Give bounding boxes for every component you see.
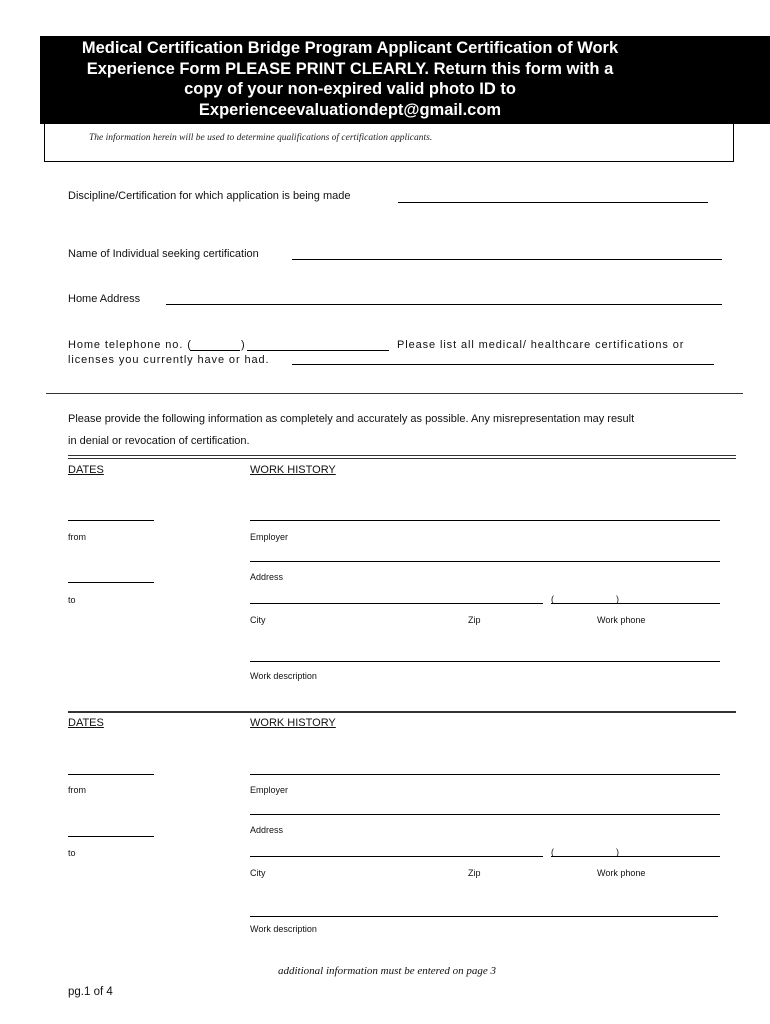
discipline-field[interactable] (398, 202, 708, 203)
work-phone-field[interactable] (551, 603, 720, 604)
work-description-label: Work description (250, 924, 317, 934)
from-label: from (68, 532, 86, 542)
certs-label-1: Please list all medical/ healthcare certifications or (397, 339, 685, 351)
employer-label: Employer (250, 532, 289, 542)
work-phone-label: Work phone (597, 615, 646, 625)
dates-header: DATES (68, 464, 104, 476)
form-header (40, 36, 770, 124)
to-label: to (68, 595, 76, 605)
title-line-1: Medical Certification Bridge Program Applicant Certification of Work (81, 39, 619, 57)
work-phone-paren-close: ) (616, 594, 619, 604)
instructions-line-1: Please provide the following information as completely and accurately as possible. Any misrepresentation may result (68, 413, 635, 425)
name-label: Name of Individual seeking certification (68, 248, 259, 260)
work-phone-field[interactable] (551, 856, 720, 857)
section-divider (46, 393, 743, 394)
form-title (40, 38, 660, 120)
work-address-field[interactable] (250, 814, 720, 815)
work-section-1-rule-top (68, 455, 736, 456)
additional-info-note: additional information must be entered on page 3 (278, 965, 497, 977)
instructions-line-2: in denial or revocation of certification. (68, 435, 250, 447)
phone-label-prefix: Home telephone no. ( (68, 339, 192, 351)
phone-number-field[interactable] (247, 350, 389, 351)
work-address-field[interactable] (250, 561, 720, 562)
city-zip-field[interactable] (250, 603, 543, 604)
work-description-label: Work description (250, 671, 317, 681)
work-history-header: WORK HISTORY (250, 464, 336, 476)
address-label: Address (250, 825, 284, 835)
dates-header: DATES (68, 717, 104, 729)
employer-field[interactable] (250, 774, 720, 775)
title-line-3: copy of your non-expired valid photo ID to (184, 80, 516, 98)
home-address-field[interactable] (166, 304, 722, 305)
subtext: The information herein will be used to determine qualifications of certification applicants. (89, 133, 433, 143)
work-phone-paren-open: ( (551, 594, 554, 604)
page-number: pg.1 of 4 (68, 986, 113, 998)
work-phone-paren-close: ) (616, 847, 619, 857)
work-section-1-rule-bottom (68, 458, 736, 459)
work-description-field[interactable] (250, 916, 718, 917)
work-history-header: WORK HISTORY (250, 717, 336, 729)
city-label: City (250, 615, 266, 625)
certs-label-2: licenses you currently have or had. (68, 354, 270, 366)
zip-label: Zip (468, 615, 481, 625)
city-label: City (250, 868, 266, 878)
title-email: Experienceevaluationdept@gmail.com (198, 100, 502, 119)
title-line-2: Experience Form PLEASE PRINT CLEARLY. Return this form with a (86, 59, 614, 78)
subtext-box (44, 124, 734, 162)
to-date-field[interactable] (68, 582, 154, 583)
discipline-label: Discipline/Certification for which application is being made (68, 190, 351, 202)
name-field[interactable] (292, 259, 722, 260)
employer-field[interactable] (250, 520, 720, 521)
work-phone-label: Work phone (597, 868, 646, 878)
from-date-field[interactable] (68, 774, 154, 775)
work-section-2-rule (68, 711, 736, 713)
work-description-field[interactable] (250, 661, 720, 662)
work-phone-paren-open: ( (551, 847, 554, 857)
address-label: Home Address (68, 293, 141, 305)
phone-label (68, 339, 192, 351)
phone-area-code-field[interactable] (190, 350, 240, 351)
to-date-field[interactable] (68, 836, 154, 837)
certifications-field[interactable] (292, 364, 714, 365)
to-label: to (68, 848, 76, 858)
zip-label: Zip (468, 868, 481, 878)
employer-label: Employer (250, 785, 289, 795)
from-date-field[interactable] (68, 520, 154, 521)
phone-paren-close: ) (241, 339, 245, 351)
city-zip-field[interactable] (250, 856, 543, 857)
address-label: Address (250, 572, 284, 582)
from-label: from (68, 785, 86, 795)
